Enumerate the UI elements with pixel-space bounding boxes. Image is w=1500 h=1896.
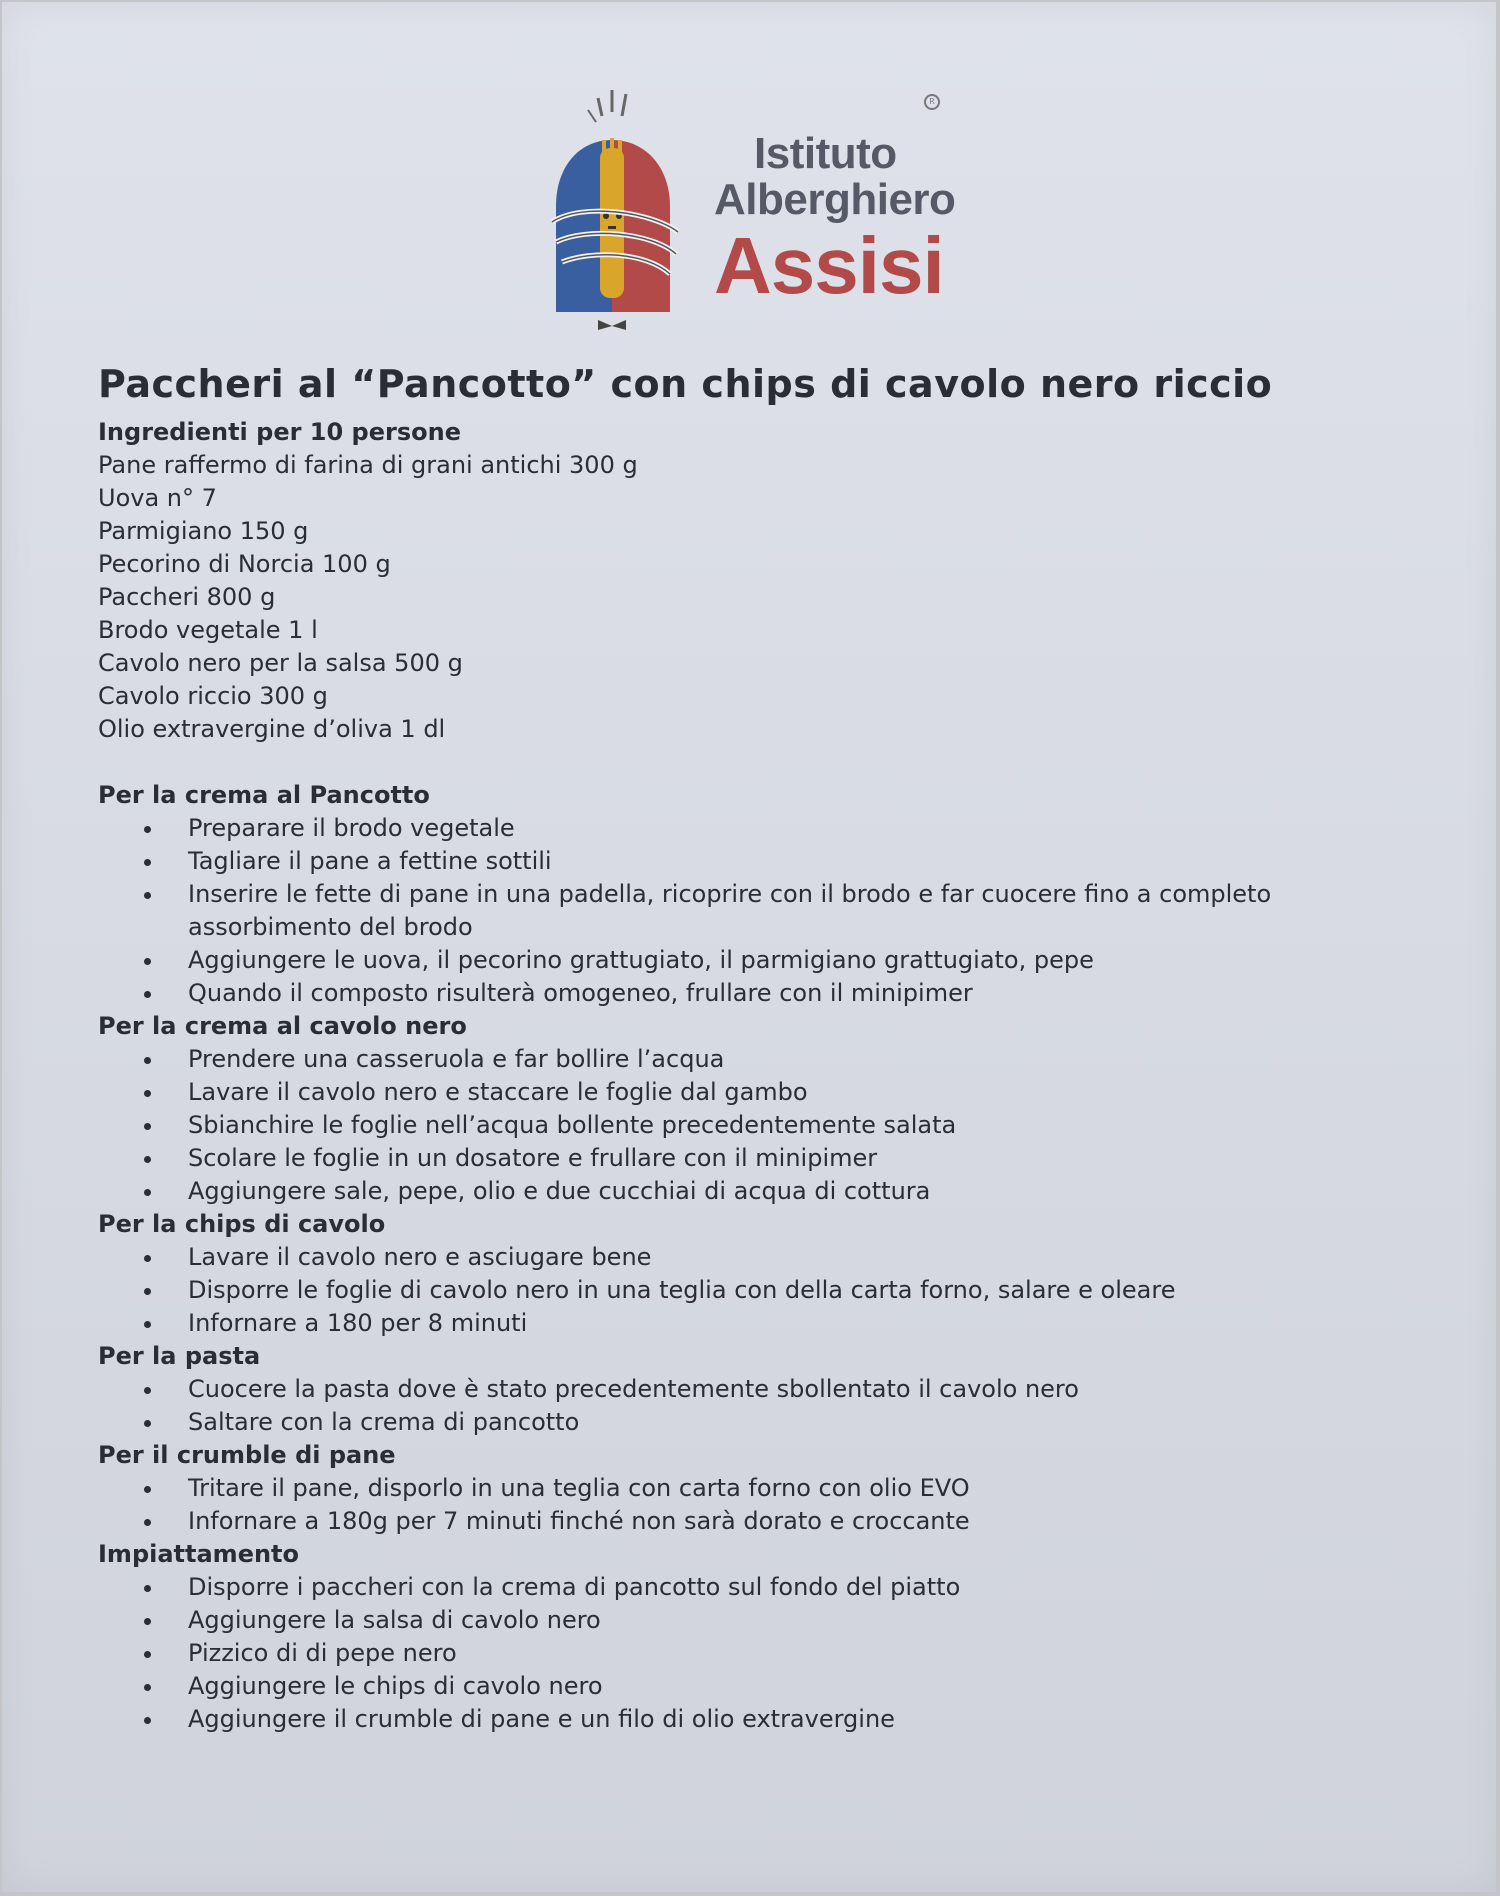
step-item: Aggiungere le chips di cavolo nero — [98, 1670, 1438, 1703]
step-item: Saltare con la crema di pancotto — [98, 1406, 1438, 1439]
section-heading-impiattamento: Impiattamento — [98, 1540, 300, 1568]
step-item: Prendere una casseruola e far bollire l’acqua — [98, 1043, 1438, 1076]
steps-impiattamento — [98, 1571, 1438, 1736]
recipe-title: Paccheri al “Pancotto” con chips di cavolo nero riccio — [98, 362, 1273, 406]
step-item: Aggiungere sale, pepe, olio e due cucchiai di acqua di cottura — [98, 1175, 1438, 1208]
step-item — [98, 878, 1438, 944]
ingredient-item: Brodo vegetale 1 l — [98, 616, 318, 644]
section-heading-pancotto: Per la crema al Pancotto — [98, 781, 430, 809]
step-text-continued: assorbimento del brodo — [188, 913, 473, 941]
steps-pasta — [98, 1373, 1438, 1439]
step-item: Scolare le foglie in un dosatore e frullare con il minipimer — [98, 1142, 1438, 1175]
spacer — [98, 746, 1438, 779]
recipe-content — [98, 362, 1438, 1736]
step-item: Disporre i paccheri con la crema di pancotto sul fondo del piatto — [98, 1571, 1438, 1604]
ingredient-item: Cavolo nero per la salsa 500 g — [98, 649, 463, 677]
ingredient-item: Uova n° 7 — [98, 484, 217, 512]
step-item: Aggiungere le uova, il pecorino grattugiato, il parmigiano grattugiato, pepe — [98, 944, 1438, 977]
section-heading-crumble: Per il crumble di pane — [98, 1441, 396, 1469]
ingredient-item: Cavolo riccio 300 g — [98, 682, 328, 710]
steps-pancotto — [98, 812, 1438, 1010]
school-logo — [542, 82, 982, 332]
step-item: Quando il composto risulterà omogeneo, frullare con il minipimer — [98, 977, 1438, 1010]
step-text: Inserire le fette di pane in una padella, ricoprire con il brodo e far cuocere fino a completo — [188, 880, 1272, 908]
step-item: Tritare il pane, disporlo in una teglia con carta forno con olio EVO — [98, 1472, 1438, 1505]
section-heading-cavolo-nero: Per la crema al cavolo nero — [98, 1012, 467, 1040]
step-item: Tagliare il pane a fettine sottili — [98, 845, 1438, 878]
step-item: Lavare il cavolo nero e asciugare bene — [98, 1241, 1438, 1274]
step-item: Lavare il cavolo nero e staccare le foglie dal gambo — [98, 1076, 1438, 1109]
ingredient-item: Olio extravergine d’oliva 1 dl — [98, 715, 446, 743]
section-heading-chips: Per la chips di cavolo — [98, 1210, 386, 1238]
ingredient-item: Paccheri 800 g — [98, 583, 276, 611]
ingredient-item: Parmigiano 150 g — [98, 517, 309, 545]
recipe-sheet — [2, 2, 1496, 1892]
step-item: Infornare a 180 per 8 minuti — [98, 1307, 1438, 1340]
step-item: Pizzico di di pepe nero — [98, 1637, 1438, 1670]
chef-fork-icon — [542, 82, 712, 332]
step-item: Sbianchire le foglie nell’acqua bollente precedentemente salata — [98, 1109, 1438, 1142]
ingredient-item: Pane raffermo di farina di grani antichi 300 g — [98, 451, 638, 479]
step-item: Aggiungere il crumble di pane e un filo di olio extravergine — [98, 1703, 1438, 1736]
logo-line-alberghiero: Alberghiero — [714, 175, 956, 224]
logo-line-assisi: Assisi — [714, 221, 944, 310]
ingredient-item: Pecorino di Norcia 100 g — [98, 550, 391, 578]
step-item: Aggiungere la salsa di cavolo nero — [98, 1604, 1438, 1637]
steps-chips — [98, 1241, 1438, 1340]
step-item: Preparare il brodo vegetale — [98, 812, 1438, 845]
step-item: Disporre le foglie di cavolo nero in una teglia con della carta forno, salare e oleare — [98, 1274, 1438, 1307]
steps-crumble — [98, 1472, 1438, 1538]
logo-line-istituto: Istituto — [754, 129, 897, 178]
registered-mark-icon: R — [924, 94, 940, 110]
ingredients-list — [98, 449, 1438, 746]
step-item: Infornare a 180g per 7 minuti finché non sarà dorato e croccante — [98, 1505, 1438, 1538]
ingredients-heading: Ingredienti per 10 persone — [98, 418, 461, 446]
step-item: Cuocere la pasta dove è stato precedentemente sbollentato il cavolo nero — [98, 1373, 1438, 1406]
steps-cavolo-nero — [98, 1043, 1438, 1208]
section-heading-pasta: Per la pasta — [98, 1342, 261, 1370]
logo-text — [714, 129, 956, 310]
